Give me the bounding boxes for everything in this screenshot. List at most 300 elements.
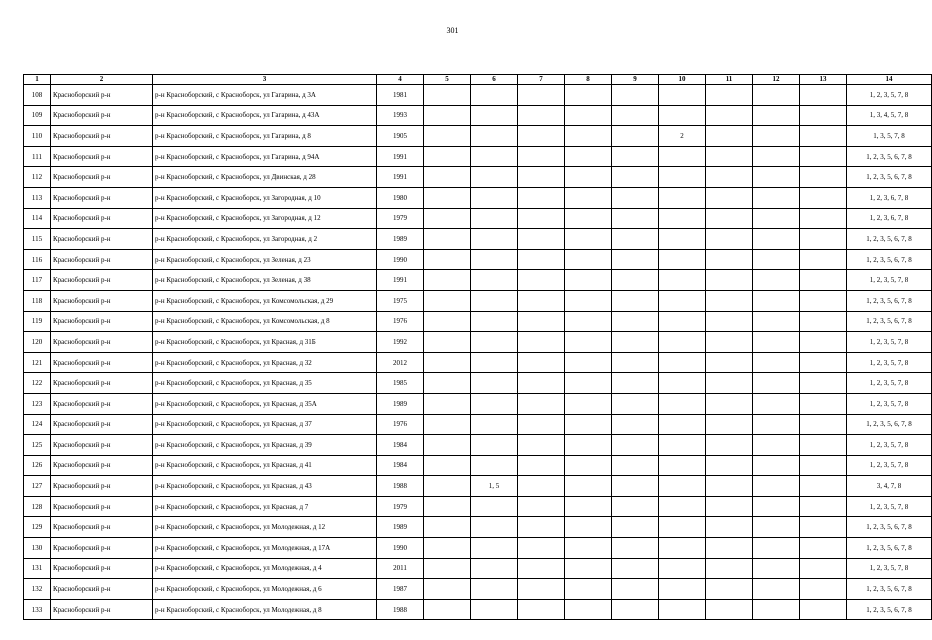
col-10-cell: 2 <box>659 126 706 147</box>
row-number-cell: 120 <box>24 332 51 353</box>
col-7-cell <box>518 85 565 106</box>
col-11-cell <box>706 496 753 517</box>
col-9-cell <box>612 435 659 456</box>
table-body <box>24 85 932 620</box>
col-7-cell <box>518 311 565 332</box>
table-row <box>24 85 932 106</box>
col-10-cell <box>659 311 706 332</box>
col-5-cell <box>424 85 471 106</box>
address-cell: р-н Красноборский, с Красноборск, ул Двинская, д 28 <box>153 167 377 188</box>
col-11-cell <box>706 352 753 373</box>
col-8-cell <box>565 496 612 517</box>
col-10-cell <box>659 249 706 270</box>
address-cell: р-н Красноборский, с Красноборск, ул Красная, д 43 <box>153 476 377 497</box>
district-cell: Красноборский р-н <box>51 126 153 147</box>
col-9-cell <box>612 208 659 229</box>
col-12-cell <box>753 229 800 250</box>
col-7-cell <box>518 352 565 373</box>
col-9-cell <box>612 126 659 147</box>
col-12-cell <box>753 476 800 497</box>
row-number-cell: 122 <box>24 373 51 394</box>
address-cell: р-н Красноборский, с Красноборск, ул Красная, д 7 <box>153 496 377 517</box>
year-cell: 1984 <box>377 435 424 456</box>
col-9-cell <box>612 517 659 538</box>
row-number-cell: 125 <box>24 435 51 456</box>
row-number-cell: 111 <box>24 146 51 167</box>
table-row <box>24 599 932 620</box>
col-8-cell <box>565 126 612 147</box>
col-8-cell <box>565 146 612 167</box>
district-cell: Красноборский р-н <box>51 579 153 600</box>
year-cell: 1990 <box>377 249 424 270</box>
col-6-cell <box>471 455 518 476</box>
table-row <box>24 558 932 579</box>
col-12-cell <box>753 167 800 188</box>
col-12-cell <box>753 105 800 126</box>
col-12-cell <box>753 352 800 373</box>
col-14-cell: 1, 2, 3, 5, 6, 7, 8 <box>847 517 932 538</box>
district-cell: Красноборский р-н <box>51 167 153 188</box>
row-number-cell: 109 <box>24 105 51 126</box>
col-7-cell <box>518 599 565 620</box>
table-row <box>24 496 932 517</box>
col-14-cell: 1, 2, 3, 5, 6, 7, 8 <box>847 146 932 167</box>
col-13-cell <box>800 270 847 291</box>
col-5-cell <box>424 105 471 126</box>
col-14-cell: 1, 3, 4, 5, 7, 8 <box>847 105 932 126</box>
col-8-cell <box>565 538 612 559</box>
row-number-cell: 116 <box>24 249 51 270</box>
col-12-cell <box>753 290 800 311</box>
col-9-cell <box>612 414 659 435</box>
address-cell: р-н Красноборский, с Красноборск, ул Красная, д 39 <box>153 435 377 456</box>
column-header: 5 <box>424 75 471 85</box>
row-number-cell: 129 <box>24 517 51 538</box>
year-cell: 1975 <box>377 290 424 311</box>
col-9-cell <box>612 558 659 579</box>
district-cell: Красноборский р-н <box>51 311 153 332</box>
col-8-cell <box>565 290 612 311</box>
district-cell: Красноборский р-н <box>51 270 153 291</box>
col-12-cell <box>753 599 800 620</box>
col-7-cell <box>518 476 565 497</box>
year-cell: 2011 <box>377 558 424 579</box>
col-5-cell <box>424 373 471 394</box>
col-7-cell <box>518 332 565 353</box>
col-6-cell <box>471 187 518 208</box>
address-cell: р-н Красноборский, с Красноборск, ул Красная, д 31Б <box>153 332 377 353</box>
col-13-cell <box>800 599 847 620</box>
row-number-cell: 130 <box>24 538 51 559</box>
table-row <box>24 373 932 394</box>
row-number-cell: 112 <box>24 167 51 188</box>
col-6-cell <box>471 270 518 291</box>
year-cell: 1989 <box>377 393 424 414</box>
col-12-cell <box>753 332 800 353</box>
col-6-cell <box>471 229 518 250</box>
table-row <box>24 455 932 476</box>
col-14-cell: 1, 2, 3, 5, 6, 7, 8 <box>847 579 932 600</box>
col-9-cell <box>612 352 659 373</box>
col-5-cell <box>424 229 471 250</box>
row-number-cell: 132 <box>24 579 51 600</box>
col-12-cell <box>753 187 800 208</box>
col-9-cell <box>612 249 659 270</box>
col-9-cell <box>612 146 659 167</box>
col-13-cell <box>800 455 847 476</box>
col-12-cell <box>753 208 800 229</box>
address-cell: р-н Красноборский, с Красноборск, ул Красная, д 41 <box>153 455 377 476</box>
col-7-cell <box>518 249 565 270</box>
district-cell: Красноборский р-н <box>51 85 153 106</box>
col-5-cell <box>424 393 471 414</box>
col-9-cell <box>612 455 659 476</box>
col-10-cell <box>659 599 706 620</box>
col-10-cell <box>659 393 706 414</box>
address-cell: р-н Красноборский, с Красноборск, ул Молодежная, д 17А <box>153 538 377 559</box>
year-cell: 1992 <box>377 332 424 353</box>
col-13-cell <box>800 373 847 394</box>
col-7-cell <box>518 393 565 414</box>
col-8-cell <box>565 599 612 620</box>
col-13-cell <box>800 496 847 517</box>
district-cell: Красноборский р-н <box>51 290 153 311</box>
address-cell: р-н Красноборский, с Красноборск, ул Молодежная, д 12 <box>153 517 377 538</box>
col-10-cell <box>659 352 706 373</box>
district-cell: Красноборский р-н <box>51 393 153 414</box>
col-11-cell <box>706 599 753 620</box>
col-8-cell <box>565 352 612 373</box>
address-cell: р-н Красноборский, с Красноборск, ул Зеленая, д 38 <box>153 270 377 291</box>
col-8-cell <box>565 208 612 229</box>
col-10-cell <box>659 496 706 517</box>
col-12-cell <box>753 146 800 167</box>
col-10-cell <box>659 229 706 250</box>
col-11-cell <box>706 455 753 476</box>
col-9-cell <box>612 85 659 106</box>
year-cell: 1991 <box>377 270 424 291</box>
col-14-cell: 3, 4, 7, 8 <box>847 476 932 497</box>
address-cell: р-н Красноборский, с Красноборск, ул Гагарина, д 8 <box>153 126 377 147</box>
col-8-cell <box>565 105 612 126</box>
col-9-cell <box>612 476 659 497</box>
col-8-cell <box>565 270 612 291</box>
column-header: 14 <box>847 75 932 85</box>
col-11-cell <box>706 517 753 538</box>
col-6-cell <box>471 146 518 167</box>
district-cell: Красноборский р-н <box>51 146 153 167</box>
col-11-cell <box>706 146 753 167</box>
col-7-cell <box>518 373 565 394</box>
col-5-cell <box>424 126 471 147</box>
district-cell: Красноборский р-н <box>51 599 153 620</box>
table-row <box>24 435 932 456</box>
col-11-cell <box>706 229 753 250</box>
col-11-cell <box>706 393 753 414</box>
col-6-cell <box>471 373 518 394</box>
column-header: 4 <box>377 75 424 85</box>
table-row <box>24 476 932 497</box>
col-11-cell <box>706 270 753 291</box>
table-row <box>24 414 932 435</box>
address-cell: р-н Красноборский, с Красноборск, ул Зеленая, д 23 <box>153 249 377 270</box>
col-10-cell <box>659 270 706 291</box>
col-5-cell <box>424 435 471 456</box>
year-cell: 1976 <box>377 311 424 332</box>
col-13-cell <box>800 208 847 229</box>
col-14-cell: 1, 2, 3, 5, 6, 7, 8 <box>847 249 932 270</box>
col-10-cell <box>659 167 706 188</box>
row-number-cell: 133 <box>24 599 51 620</box>
col-7-cell <box>518 146 565 167</box>
col-12-cell <box>753 538 800 559</box>
col-8-cell <box>565 558 612 579</box>
col-14-cell: 1, 2, 3, 6, 7, 8 <box>847 208 932 229</box>
table-row <box>24 579 932 600</box>
col-13-cell <box>800 352 847 373</box>
col-14-cell: 1, 2, 3, 5, 6, 7, 8 <box>847 414 932 435</box>
col-9-cell <box>612 579 659 600</box>
col-13-cell <box>800 311 847 332</box>
col-14-cell: 1, 2, 3, 5, 6, 7, 8 <box>847 290 932 311</box>
col-13-cell <box>800 393 847 414</box>
col-11-cell <box>706 311 753 332</box>
col-11-cell <box>706 579 753 600</box>
col-11-cell <box>706 435 753 456</box>
address-cell: р-н Красноборский, с Красноборск, ул Гагарина, д 94А <box>153 146 377 167</box>
col-12-cell <box>753 311 800 332</box>
col-6-cell <box>471 496 518 517</box>
col-6-cell <box>471 435 518 456</box>
district-cell: Красноборский р-н <box>51 435 153 456</box>
col-9-cell <box>612 373 659 394</box>
row-number-cell: 119 <box>24 311 51 332</box>
table-row <box>24 208 932 229</box>
col-6-cell <box>471 85 518 106</box>
col-5-cell <box>424 187 471 208</box>
col-5-cell <box>424 332 471 353</box>
year-cell: 1985 <box>377 373 424 394</box>
table-row <box>24 270 932 291</box>
year-cell: 1989 <box>377 229 424 250</box>
address-cell: р-н Красноборский, с Красноборск, ул Гагарина, д 3А <box>153 85 377 106</box>
col-10-cell <box>659 517 706 538</box>
col-11-cell <box>706 105 753 126</box>
table-row <box>24 167 932 188</box>
col-7-cell <box>518 270 565 291</box>
col-11-cell <box>706 332 753 353</box>
col-8-cell <box>565 85 612 106</box>
col-5-cell <box>424 538 471 559</box>
column-header: 9 <box>612 75 659 85</box>
col-10-cell <box>659 476 706 497</box>
col-14-cell: 1, 2, 3, 5, 7, 8 <box>847 496 932 517</box>
col-5-cell <box>424 311 471 332</box>
col-8-cell <box>565 393 612 414</box>
col-11-cell <box>706 414 753 435</box>
col-12-cell <box>753 414 800 435</box>
col-10-cell <box>659 373 706 394</box>
address-cell: р-н Красноборский, с Красноборск, ул Комсомольская, д 29 <box>153 290 377 311</box>
address-cell: р-н Красноборский, с Красноборск, ул Молодежная, д 4 <box>153 558 377 579</box>
col-9-cell <box>612 270 659 291</box>
col-7-cell <box>518 208 565 229</box>
column-header: 7 <box>518 75 565 85</box>
year-cell: 1988 <box>377 476 424 497</box>
col-13-cell <box>800 579 847 600</box>
column-header: 3 <box>153 75 377 85</box>
col-8-cell <box>565 311 612 332</box>
col-8-cell <box>565 455 612 476</box>
col-10-cell <box>659 414 706 435</box>
address-cell: р-н Красноборский, с Красноборск, ул Молодежная, д 8 <box>153 599 377 620</box>
col-8-cell <box>565 476 612 497</box>
col-8-cell <box>565 579 612 600</box>
year-cell: 2012 <box>377 352 424 373</box>
address-cell: р-н Красноборский, с Красноборск, ул Комсомольская, д 8 <box>153 311 377 332</box>
col-13-cell <box>800 538 847 559</box>
row-number-cell: 121 <box>24 352 51 373</box>
col-12-cell <box>753 126 800 147</box>
col-7-cell <box>518 105 565 126</box>
col-14-cell: 1, 2, 3, 5, 7, 8 <box>847 393 932 414</box>
col-10-cell <box>659 290 706 311</box>
col-6-cell <box>471 558 518 579</box>
col-8-cell <box>565 435 612 456</box>
col-13-cell <box>800 435 847 456</box>
col-14-cell: 1, 2, 3, 5, 7, 8 <box>847 435 932 456</box>
table-row <box>24 290 932 311</box>
column-header: 12 <box>753 75 800 85</box>
col-9-cell <box>612 496 659 517</box>
row-number-cell: 131 <box>24 558 51 579</box>
column-header: 8 <box>565 75 612 85</box>
col-5-cell <box>424 599 471 620</box>
col-6-cell: 1, 5 <box>471 476 518 497</box>
table-row <box>24 393 932 414</box>
col-8-cell <box>565 517 612 538</box>
col-14-cell: 1, 2, 3, 5, 7, 8 <box>847 332 932 353</box>
table-row <box>24 311 932 332</box>
district-cell: Красноборский р-н <box>51 249 153 270</box>
col-7-cell <box>518 187 565 208</box>
address-cell: р-н Красноборский, с Красноборск, ул Загородная, д 12 <box>153 208 377 229</box>
district-cell: Красноборский р-н <box>51 455 153 476</box>
col-7-cell <box>518 579 565 600</box>
column-header: 6 <box>471 75 518 85</box>
column-header: 10 <box>659 75 706 85</box>
col-13-cell <box>800 414 847 435</box>
col-14-cell: 1, 2, 3, 5, 6, 7, 8 <box>847 229 932 250</box>
district-cell: Красноборский р-н <box>51 517 153 538</box>
col-5-cell <box>424 208 471 229</box>
column-header: 2 <box>51 75 153 85</box>
district-cell: Красноборский р-н <box>51 352 153 373</box>
col-7-cell <box>518 414 565 435</box>
address-cell: р-н Красноборский, с Красноборск, ул Красная, д 37 <box>153 414 377 435</box>
col-8-cell <box>565 229 612 250</box>
year-cell: 1993 <box>377 105 424 126</box>
district-cell: Красноборский р-н <box>51 558 153 579</box>
year-cell: 1981 <box>377 85 424 106</box>
district-cell: Красноборский р-н <box>51 229 153 250</box>
col-10-cell <box>659 332 706 353</box>
year-cell: 1984 <box>377 455 424 476</box>
year-cell: 1980 <box>377 187 424 208</box>
col-5-cell <box>424 414 471 435</box>
col-5-cell <box>424 352 471 373</box>
col-6-cell <box>471 249 518 270</box>
col-6-cell <box>471 414 518 435</box>
table-row <box>24 332 932 353</box>
col-8-cell <box>565 414 612 435</box>
row-number-cell: 127 <box>24 476 51 497</box>
col-10-cell <box>659 187 706 208</box>
col-13-cell <box>800 249 847 270</box>
col-9-cell <box>612 332 659 353</box>
row-number-cell: 128 <box>24 496 51 517</box>
col-14-cell: 1, 2, 3, 5, 7, 8 <box>847 85 932 106</box>
col-5-cell <box>424 558 471 579</box>
col-6-cell <box>471 599 518 620</box>
district-cell: Красноборский р-н <box>51 414 153 435</box>
col-10-cell <box>659 85 706 106</box>
col-6-cell <box>471 167 518 188</box>
col-5-cell <box>424 270 471 291</box>
col-7-cell <box>518 538 565 559</box>
district-cell: Красноборский р-н <box>51 538 153 559</box>
column-header: 1 <box>24 75 51 85</box>
district-cell: Красноборский р-н <box>51 476 153 497</box>
col-7-cell <box>518 126 565 147</box>
col-10-cell <box>659 435 706 456</box>
col-13-cell <box>800 85 847 106</box>
col-10-cell <box>659 208 706 229</box>
table-row <box>24 249 932 270</box>
col-14-cell: 1, 2, 3, 5, 7, 8 <box>847 373 932 394</box>
column-header: 11 <box>706 75 753 85</box>
header-row <box>24 75 932 85</box>
column-header: 13 <box>800 75 847 85</box>
address-cell: р-н Красноборский, с Красноборск, ул Гагарина, д 43А <box>153 105 377 126</box>
year-cell: 1990 <box>377 538 424 559</box>
page-number: 301 <box>446 26 459 35</box>
col-14-cell: 1, 2, 3, 5, 6, 7, 8 <box>847 599 932 620</box>
address-cell: р-н Красноборский, с Красноборск, ул Красная, д 32 <box>153 352 377 373</box>
district-cell: Красноборский р-н <box>51 496 153 517</box>
col-13-cell <box>800 290 847 311</box>
col-11-cell <box>706 167 753 188</box>
col-6-cell <box>471 579 518 600</box>
col-9-cell <box>612 167 659 188</box>
col-9-cell <box>612 229 659 250</box>
col-5-cell <box>424 249 471 270</box>
district-cell: Красноборский р-н <box>51 105 153 126</box>
col-7-cell <box>518 517 565 538</box>
address-cell: р-н Красноборский, с Красноборск, ул Загородная, д 10 <box>153 187 377 208</box>
col-13-cell <box>800 167 847 188</box>
district-cell: Красноборский р-н <box>51 373 153 394</box>
col-6-cell <box>471 352 518 373</box>
district-cell: Красноборский р-н <box>51 332 153 353</box>
year-cell: 1979 <box>377 496 424 517</box>
col-12-cell <box>753 85 800 106</box>
row-number-cell: 115 <box>24 229 51 250</box>
col-13-cell <box>800 558 847 579</box>
col-12-cell <box>753 270 800 291</box>
col-7-cell <box>518 290 565 311</box>
col-13-cell <box>800 146 847 167</box>
